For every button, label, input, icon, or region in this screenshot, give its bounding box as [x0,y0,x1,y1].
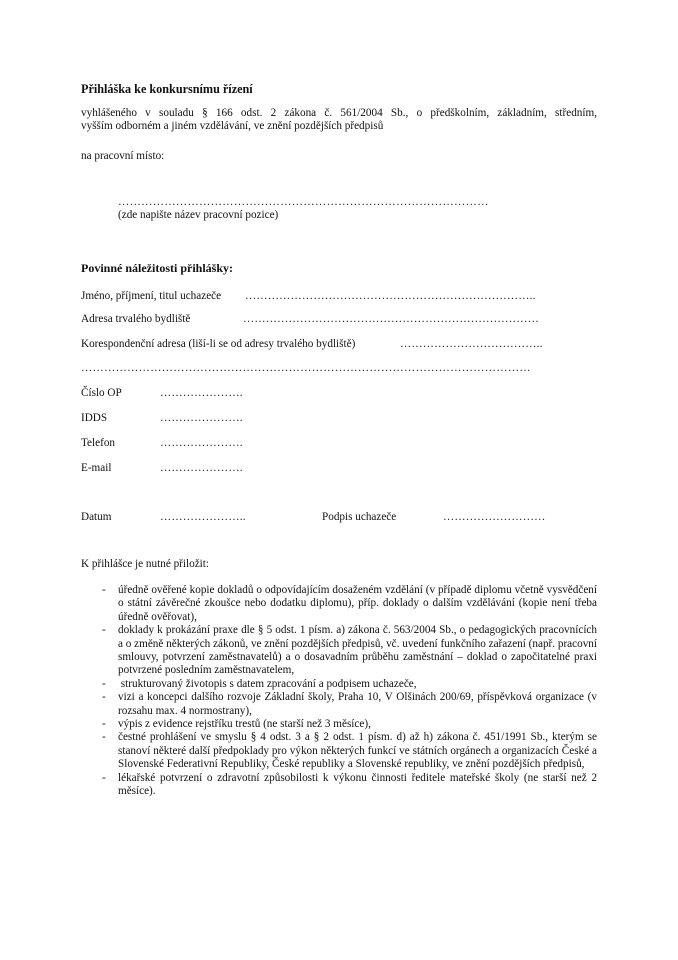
intro-paragraph [81,107,597,134]
field-label-phone: Telefon [81,437,116,449]
field-label-email: E-mail [81,462,112,474]
date-label: Datum [81,511,112,523]
position-name-field[interactable]: …………………………………………………………………………………… [118,196,489,208]
field-label-id-card: Číslo OP [81,387,122,399]
list-item-text: výpis z evidence rejstříku trestů (ne starší než 3 měsíce), [118,718,371,731]
field-address-input[interactable]: …………………………………………………………………… [243,313,540,325]
field-email-input[interactable]: …………………. [160,462,243,474]
position-label: na pracovní místo: [81,150,165,162]
field-correspondence-input[interactable]: ……………………………….. [400,338,543,350]
bullet-dash-icon: - [102,677,106,690]
list-item-text: lékařské potvrzení o zdravotní způsobilosti k výkonu činnosti ředitele mateřské školy (ne starší než 2 měsíce). [118,771,597,798]
field-label-correspondence: Korespondenční adresa (liší-li se od adresy trvalého bydliště) [81,338,356,350]
bullet-dash-icon: - [102,691,106,704]
field-phone-row [81,437,115,450]
attachments-list [102,584,597,799]
list-item-text: strukturovaný životopis s datem zpracování a podpisem uchazeče, [118,677,417,690]
list-item [102,678,597,691]
bullet-dash-icon: - [102,731,106,744]
list-item [102,624,597,678]
attachments-heading: K přihlášce je nutné přiložit: [81,558,209,570]
field-label-idds: IDDS [81,412,108,424]
position-hint: (zde napište název pracovní pozice) [118,209,279,221]
field-label-address: Adresa trvalého bydliště [81,313,191,325]
date-input[interactable]: ………………….. [160,511,246,523]
list-item [102,772,597,799]
bullet-dash-icon: - [102,718,106,731]
list-item-text: úředně ověřené kopie dokladů o odpovídajícím dosaženém vzdělání (v případě diplomu včetně vysvědčení o státní závěrečné zkoušce nebo dodatku diplomu), příp. doklady o dalším vzdělávání (kopie není třeba úředně ověřovat), [118,584,597,623]
bullet-dash-icon: - [102,584,106,596]
field-label-name: Jméno, příjmení, titul uchazeče [81,290,222,302]
field-idds-input[interactable]: …………………. [160,412,243,424]
intro-line-1: vyhlášeného v souladu § 166 odst. 2 zákona č. 561/2004 Sb., o předškolním, základním, středním, [81,107,597,119]
signature-input[interactable]: ……………………… [443,511,546,523]
intro-line-2: vyšším odborném a jiném vzdělávání, ve znění pozdějších předpisů [81,120,384,133]
field-address-row [81,313,190,326]
field-phone-input[interactable]: …………………. [160,437,243,449]
field-email-row [81,462,111,475]
document-title: Přihláška ke konkursnímu řízení [81,82,253,96]
list-item-text: doklady k prokázání praxe dle § 5 odst. 1 písm. a) zákona č. 563/2004 Sb., o pedagogických pracovnících a o změně některých zákonů, ve znění pozdějších předpisů, vč. uvedení funkčního zařazení (např. pracovní smlouvy, potvrzení zaměstnavatelů) a o dosavadním průběhu zaměstnání – doklad o započitatelné praxi potvrzené posledním zaměstnavatelem, [118,624,597,677]
field-name-row [81,290,221,303]
field-id-card-input[interactable]: …………………. [160,387,243,399]
signature-label: Podpis uchazeče [322,511,397,523]
required-section-heading: Povinné náležitosti přihlášky: [81,261,234,275]
field-id-row [81,387,122,400]
field-correspondence-continuation[interactable]: ……………………………………………………………………………………………………… [81,362,531,374]
list-item [102,718,597,731]
list-item-text: čestné prohlášení ve smyslu § 4 odst. 3 a § 2 odst. 1 písm. d) až h) zákona č. 451/1991 Sb., kterým se stanoví některé další předpoklady pro výkon některých funkcí ve státních orgánech a organizacích České a Slovenské Federativní Republiky, České republiky a Slovenské republiky, ve znění pozdějších předpisů, [118,731,597,771]
list-item [102,731,597,771]
field-name-input[interactable]: ………………………………………………………………….. [245,290,536,302]
list-item-text: vizi a koncepci dalšího rozvoje Základní školy, Praha 10, V Olšinách 200/69, příspěvková organizace (v rozsahu max. 4 normostrany), [118,691,597,717]
bullet-dash-icon: - [102,624,106,637]
list-item [102,691,597,718]
field-idds-row [81,412,107,425]
field-correspondence-row [81,338,355,351]
bullet-dash-icon: - [102,771,106,784]
list-item [102,584,597,624]
